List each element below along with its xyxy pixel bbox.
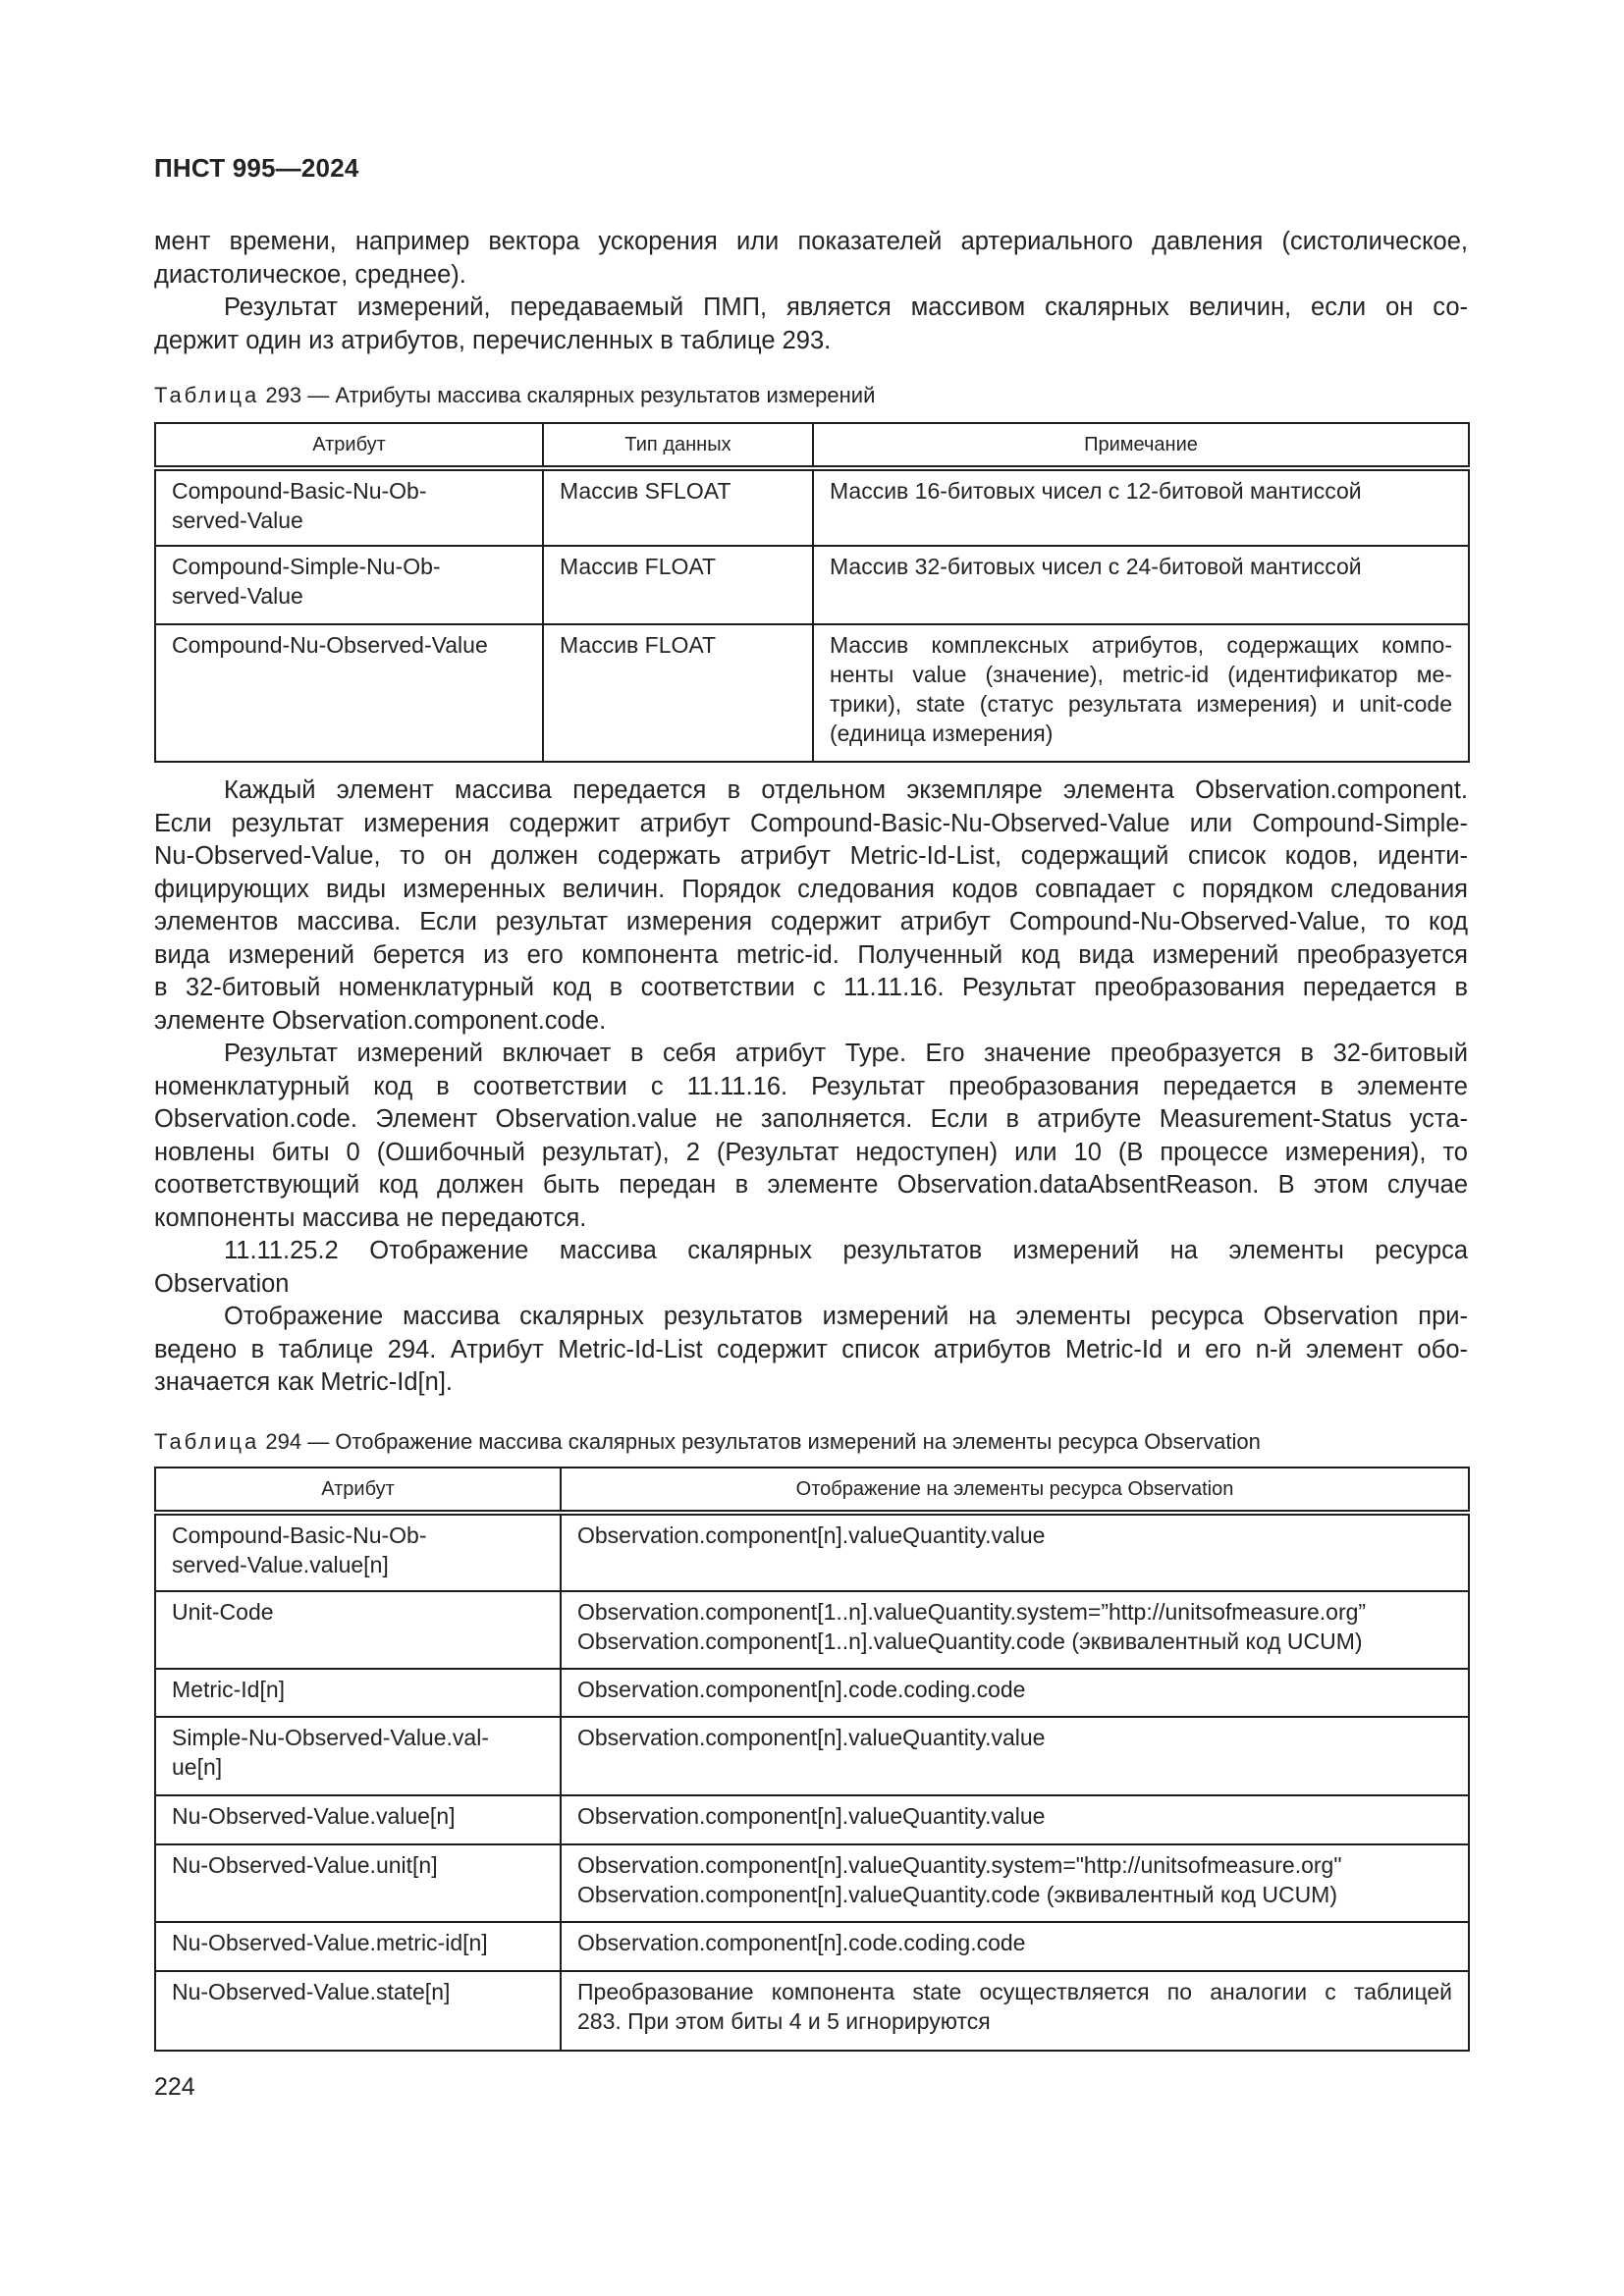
table-row bbox=[155, 468, 1469, 546]
note-cell bbox=[813, 468, 1469, 546]
cell-text: served-Value bbox=[172, 507, 303, 533]
cell-text: трики), state (статус результата измерения) и unit-code bbox=[830, 691, 1452, 717]
text-line: Отображение массива скалярных результатов измерений на элементы ресурса Observation при- bbox=[224, 1303, 1468, 1330]
text-line: Nu-Observed-Value, то он должен содержать атрибут Metric-Id-List, содержащий список кодов, иденти- bbox=[154, 842, 1468, 870]
text-line: ведено в таблице 294. Атрибут Metric-Id-List содержит список атрибутов Metric-Id и его n-й элемент обо- bbox=[154, 1335, 1468, 1363]
cell-text: Compound-Simple-Nu-Ob- bbox=[172, 554, 441, 579]
table-row bbox=[155, 1591, 1469, 1669]
column-header-data-type: Тип данных bbox=[543, 423, 813, 468]
text-line: соответствующий код должен быть передан в элементе Observation.dataAbsentReason. В этом случае bbox=[154, 1171, 1468, 1199]
table-row bbox=[155, 1971, 1469, 2051]
cell-text: Observation.component[n].valueQuantity.code (эквивалентный код UCUM) bbox=[577, 1882, 1338, 1907]
text-line: элементов массива. Если результат измерения содержит атрибут Compound-Nu-Observed-Value, то код bbox=[154, 908, 1468, 935]
attribute-cell bbox=[155, 1717, 561, 1795]
section-heading-11-11-25-2 bbox=[154, 1235, 1468, 1301]
cell-text: Nu-Observed-Value.unit[n] bbox=[172, 1852, 438, 1878]
cell-text: Compound-Nu-Observed-Value bbox=[172, 632, 488, 658]
text-line: новлены биты 0 (Ошибочный результат), 2 (Результат недоступен) или 10 (В процессе измерения), то bbox=[154, 1138, 1468, 1166]
text-line: Если результат измерения содержит атрибут Compound-Basic-Nu-Observed-Value или Compound-Simple- bbox=[154, 809, 1468, 837]
cell-text: Observation.component[1..n].valueQuantity.code (эквивалентный код UCUM) bbox=[577, 1629, 1363, 1654]
type-cell: Массив FLOAT bbox=[543, 546, 813, 624]
text-line: фицирующих виды измеренных величин. Порядок следования кодов совпадает с порядком следования bbox=[154, 875, 1468, 903]
cell-text: Преобразование компонента state осуществляется по аналогии с таблицей bbox=[577, 1979, 1452, 2004]
cell-text: Массив 16-битовых чисел с 12-битовой мантиссой bbox=[830, 478, 1362, 504]
cell-text: Nu-Observed-Value.metric-id[n] bbox=[172, 1930, 488, 1955]
cell-text: Observation.component[n].code.coding.code bbox=[577, 1930, 1026, 1955]
attribute-cell bbox=[155, 624, 543, 762]
cell-text: ue[n] bbox=[172, 1754, 223, 1780]
page-number: 224 bbox=[154, 2073, 195, 2101]
text-line: Observation bbox=[154, 1269, 290, 1298]
cell-text: served-Value bbox=[172, 583, 303, 609]
attribute-cell bbox=[155, 1591, 561, 1669]
intro-paragraph bbox=[154, 226, 1468, 292]
type-cell: Массив FLOAT bbox=[543, 624, 813, 762]
mapping-cell bbox=[561, 1844, 1469, 1922]
table-294-caption bbox=[154, 1428, 1261, 1456]
attribute-cell bbox=[155, 1922, 561, 1971]
text-line: вида измерений берется из его компонента metric-id. Полученный код вида измерений преобразуется bbox=[154, 940, 1468, 969]
table-row bbox=[155, 546, 1469, 624]
cell-text: ненты value (значение), metric-id (идентификатор ме- bbox=[830, 662, 1452, 687]
attribute-cell bbox=[155, 546, 543, 624]
type-cell: Массив SFLOAT bbox=[543, 468, 813, 546]
text-line: Результат измерений, передаваемый ПМП, является массивом скалярных величин, если он со- bbox=[224, 294, 1468, 321]
table-row bbox=[155, 1513, 1469, 1591]
text-line: Каждый элемент массива передается в отдельном экземпляре элемента Observation.component. bbox=[224, 776, 1468, 804]
mapping-cell bbox=[561, 1971, 1469, 2051]
cell-text: Nu-Observed-Value.value[n] bbox=[172, 1803, 456, 1829]
table-row bbox=[155, 1844, 1469, 1922]
text-line: в 32-битовый номенклатурный код в соответствии с 11.11.16. Результат преобразования передается в bbox=[154, 974, 1468, 1001]
cell-text: Массив 32-битовых чисел с 24-битовой мантиссой bbox=[830, 554, 1362, 579]
cell-text: Unit-Code bbox=[172, 1599, 274, 1625]
cell-text: Compound-Basic-Nu-Ob- bbox=[172, 1522, 427, 1548]
cell-text: Observation.component[1..n].valueQuantity.system=”http://unitsofmeasure.org” bbox=[577, 1599, 1367, 1625]
array-result-paragraph bbox=[154, 292, 1468, 357]
table-header-row bbox=[155, 1468, 1469, 1513]
attribute-cell bbox=[155, 1971, 561, 2051]
table-293 bbox=[154, 422, 1470, 763]
text-line: мент времени, например вектора ускорения или показателей артериального давления (систолическое, bbox=[154, 228, 1468, 255]
table-294 bbox=[154, 1467, 1470, 2052]
text-line: держит один из атрибутов, перечисленных в таблице 293. bbox=[154, 326, 832, 354]
text-line: Observation.code. Элемент Observation.value не заполняется. Если в атрибуте Measurement-Status уста- bbox=[154, 1105, 1468, 1133]
component-paragraph bbox=[154, 774, 1468, 1038]
table-header-row bbox=[155, 423, 1469, 468]
attribute-cell bbox=[155, 1669, 561, 1717]
attribute-cell bbox=[155, 1844, 561, 1922]
attribute-cell bbox=[155, 468, 543, 546]
cell-text: 283. При этом биты 4 и 5 игнорируются bbox=[577, 2008, 991, 2034]
cell-text: Observation.component[n].valueQuantity.system="http://unitsofmeasure.org" bbox=[577, 1852, 1342, 1878]
table-293-caption bbox=[154, 382, 875, 409]
text-line: значается как Metric-Id[n]. bbox=[154, 1368, 453, 1396]
cell-text: Observation.component[n].code.coding.code bbox=[577, 1677, 1026, 1702]
mapping-cell bbox=[561, 1513, 1469, 1591]
cell-text: Nu-Observed-Value.state[n] bbox=[172, 1979, 451, 2004]
text-line: Результат измерений включает в себя атрибут Type. Его значение преобразуется в 32-битовый bbox=[224, 1040, 1468, 1067]
cell-text: (единица измерения) bbox=[830, 721, 1054, 746]
column-header-attribute: Атрибут bbox=[155, 1468, 561, 1513]
cell-text: Observation.component[n].valueQuantity.value bbox=[577, 1725, 1046, 1750]
column-header-note: Примечание bbox=[813, 423, 1469, 468]
note-cell bbox=[813, 624, 1469, 762]
mapping-cell bbox=[561, 1591, 1469, 1669]
cell-text: Observation.component[n].valueQuantity.value bbox=[577, 1803, 1046, 1829]
table-row bbox=[155, 1922, 1469, 1971]
attribute-cell bbox=[155, 1513, 561, 1591]
text-line: элементе Observation.component.code. bbox=[154, 1006, 607, 1035]
mapping-cell bbox=[561, 1795, 1469, 1844]
table-row bbox=[155, 1669, 1469, 1717]
mapping-paragraph bbox=[154, 1301, 1468, 1400]
table-row bbox=[155, 624, 1469, 762]
caption-prefix: Таблица bbox=[154, 383, 260, 407]
text-line: 11.11.25.2 Отображение массива скалярных результатов измерений на элементы ресурса bbox=[224, 1237, 1468, 1264]
cell-text: served-Value.value[n] bbox=[172, 1552, 389, 1577]
type-paragraph bbox=[154, 1038, 1468, 1235]
mapping-cell bbox=[561, 1669, 1469, 1717]
table-row bbox=[155, 1795, 1469, 1844]
table-row bbox=[155, 1717, 1469, 1795]
cell-text: Simple-Nu-Observed-Value.val- bbox=[172, 1725, 489, 1750]
column-header-attribute: Атрибут bbox=[155, 423, 543, 468]
note-cell bbox=[813, 546, 1469, 624]
text-line: диастолическое, среднее). bbox=[154, 260, 466, 289]
mapping-cell bbox=[561, 1922, 1469, 1971]
cell-text: Массив комплексных атрибутов, содержащих компо- bbox=[830, 632, 1452, 658]
attribute-cell bbox=[155, 1795, 561, 1844]
cell-text: Observation.component[n].valueQuantity.value bbox=[577, 1522, 1046, 1548]
text-line: номенклатурный код в соответствии с 11.11.16. Результат преобразования передается в элементе bbox=[154, 1072, 1468, 1100]
cell-text: Compound-Basic-Nu-Ob- bbox=[172, 478, 427, 504]
text-line: компоненты массива не передаются. bbox=[154, 1203, 587, 1232]
cell-text: Metric-Id[n] bbox=[172, 1677, 286, 1702]
column-header-mapping: Отображение на элементы ресурса Observation bbox=[561, 1468, 1469, 1513]
caption-text: 294 — Отображение массива скалярных результатов измерений на элементы ресурса Observation bbox=[265, 1429, 1261, 1454]
caption-prefix: Таблица bbox=[154, 1429, 260, 1454]
mapping-cell bbox=[561, 1717, 1469, 1795]
document-id-header: ПНСТ 995—2024 bbox=[154, 153, 359, 183]
caption-text: 293 — Атрибуты массива скалярных результатов измерений bbox=[265, 383, 876, 407]
